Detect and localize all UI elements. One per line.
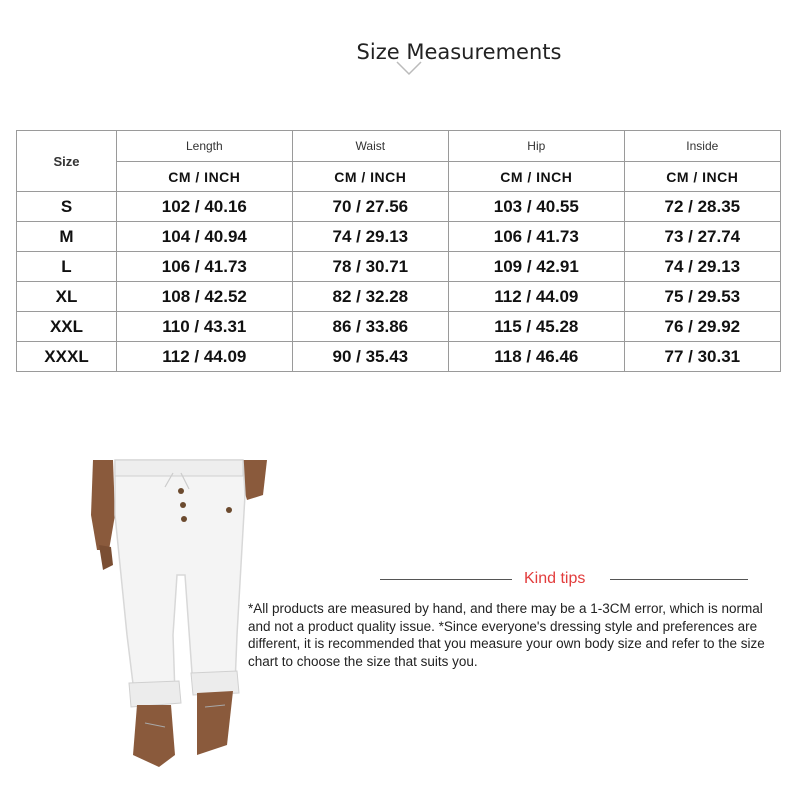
size-column-header: Size bbox=[17, 131, 117, 192]
table-cell: 74 / 29.13 bbox=[624, 252, 780, 282]
table-cell: 76 / 29.92 bbox=[624, 312, 780, 342]
size-label: S bbox=[17, 192, 117, 222]
unit-header: CM / INCH bbox=[117, 162, 293, 192]
kind-tips-label: Kind tips bbox=[524, 570, 586, 587]
table-cell: 110 / 43.31 bbox=[117, 312, 293, 342]
page-title: Size Measurements bbox=[356, 40, 562, 64]
column-header-hip: Hip bbox=[448, 131, 624, 162]
table-cell: 102 / 40.16 bbox=[117, 192, 293, 222]
table-cell: 90 / 35.43 bbox=[292, 342, 448, 372]
size-label: L bbox=[17, 252, 117, 282]
table-cell: 118 / 46.46 bbox=[448, 342, 624, 372]
table-cell: 108 / 42.52 bbox=[117, 282, 293, 312]
table-row bbox=[17, 252, 781, 282]
table-cell: 73 / 27.74 bbox=[624, 222, 780, 252]
table-cell: 82 / 32.28 bbox=[292, 282, 448, 312]
table-row bbox=[17, 282, 781, 312]
unit-header: CM / INCH bbox=[448, 162, 624, 192]
size-label: XXL bbox=[17, 312, 117, 342]
table-row bbox=[17, 192, 781, 222]
table-cell: 78 / 30.71 bbox=[292, 252, 448, 282]
size-chart-table bbox=[16, 130, 781, 372]
chevron-down-icon bbox=[394, 58, 424, 78]
table-cell: 70 / 27.56 bbox=[292, 192, 448, 222]
size-label: XXXL bbox=[17, 342, 117, 372]
unit-header: CM / INCH bbox=[624, 162, 780, 192]
table-row bbox=[17, 342, 781, 372]
unit-header: CM / INCH bbox=[292, 162, 448, 192]
column-header-waist: Waist bbox=[292, 131, 448, 162]
size-label: M bbox=[17, 222, 117, 252]
table-cell: 115 / 45.28 bbox=[448, 312, 624, 342]
table-cell: 104 / 40.94 bbox=[117, 222, 293, 252]
size-label: XL bbox=[17, 282, 117, 312]
table-row bbox=[17, 312, 781, 342]
kind-tips-text: *All products are measured by hand, and there may be a 1-3CM error, which is normal and not a product quality issue. *Since everyone's dressing style and preferences are different, it is recommended that you measure your own body size and refer to the size chart to choose the size that suits you. bbox=[248, 601, 765, 669]
table-cell: 103 / 40.55 bbox=[448, 192, 624, 222]
product-photo bbox=[85, 455, 275, 800]
column-header-length: Length bbox=[117, 131, 293, 162]
table-cell: 106 / 41.73 bbox=[448, 222, 624, 252]
table-cell: 75 / 29.53 bbox=[624, 282, 780, 312]
table-cell: 74 / 29.13 bbox=[292, 222, 448, 252]
divider bbox=[380, 579, 512, 580]
table-cell: 112 / 44.09 bbox=[117, 342, 293, 372]
table-row bbox=[17, 222, 781, 252]
kind-tips-heading bbox=[380, 570, 748, 594]
table-cell: 106 / 41.73 bbox=[117, 252, 293, 282]
table-cell: 72 / 28.35 bbox=[624, 192, 780, 222]
column-header-inside: Inside bbox=[624, 131, 780, 162]
table-cell: 86 / 33.86 bbox=[292, 312, 448, 342]
divider bbox=[610, 579, 748, 580]
table-cell: 112 / 44.09 bbox=[448, 282, 624, 312]
table-cell: 77 / 30.31 bbox=[624, 342, 780, 372]
table-cell: 109 / 42.91 bbox=[448, 252, 624, 282]
